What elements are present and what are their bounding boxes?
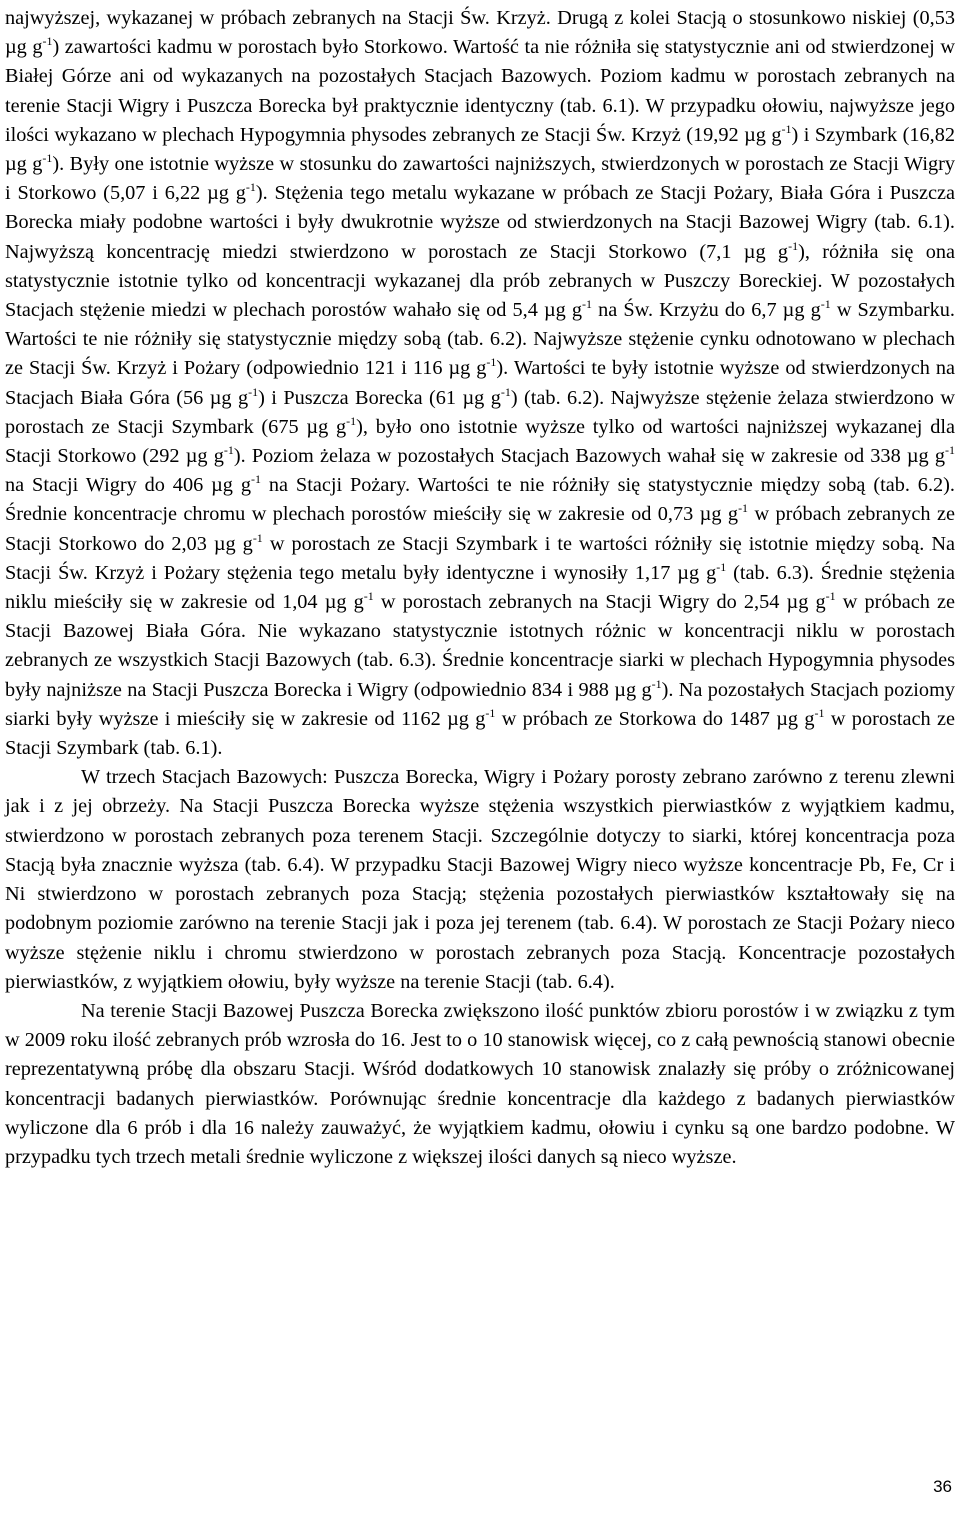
text-run: ), różniła się ona statystycznie istotnie tylko od koncentracji wykazanej dla prób zebranych w Puszczy Boreckiej. W pozostałych Stacjach stężenie miedzi w plechach porostów wahało się od 5,4 µg g [5,240,955,322]
superscript: -1 [716,559,727,574]
superscript: -1 [738,501,749,516]
text-run: na Św. Krzyżu do 6,7 µg g [592,299,821,322]
superscript: -1 [825,589,836,604]
superscript: -1 [245,180,256,195]
paragraph [5,763,955,997]
superscript: -1 [814,705,825,720]
document-body [5,4,955,1172]
superscript: -1 [486,355,497,370]
superscript: -1 [363,589,374,604]
text-run: w porostach ze Stacji Szymbark (tab. 6.1). [5,707,955,760]
superscript: -1 [346,413,357,428]
text-run: ). Poziom żelaza w pozostałych Stacjach Bazowych wahał się w zakresie od 338 µg g [233,445,945,468]
superscript: -1 [500,384,511,399]
text-run: najwyższej, wykazanej w próbach zebranych na Stacji Św. Krzyż. Drugą z kolei Stacją o stosunkowo niskiej (0,53 µg g [5,7,955,59]
text-run: ). Stężenia tego metalu wykazane w próbach ze Stacji Pożary, Biała Góra i Puszcza Borecka miały podobne wartości i były dwukrotnie wyższe od stwierdzonych na Stacji Bazowej Wigry (tab. 6.1). Najwyższą koncentrację miedzi stwierdzono w porostach ze Stacji Storkowo (7,1 µg g [5,182,955,263]
text-run: w próbach ze Stacji Bazowej Biała Góra. Nie wykazano statystycznie istotnych różnic w koncentracji niklu w porostach zebranych ze wszystkich Stacji Bazowych (tab. 6.3). Średnie koncentracje siarki w plechach Hypogymnia physodes były najniższe na Stacji Puszcza Borecka i Wigry (odpowiednio 834 i 988 µg g [5,591,955,701]
text-run: ). Na pozostałych Stacjach poziomy siarki były wyższe i mieściły się w zakresie od 1162 µg g [5,678,955,730]
superscript: -1 [781,121,792,136]
superscript: -1 [42,34,53,49]
paragraph [5,997,955,1172]
text-run: ) i Puszcza Borecka (61 µg g [258,386,501,409]
text-run: (tab. 6.3). Średnie stężenia niklu mieściły się w zakresie od 1,04 µg g [5,561,955,614]
superscript: -1 [252,530,263,545]
superscript: -1 [250,472,261,487]
text-run: w porostach zebranych na Stacji Wigry do 2,54 µg g [373,591,826,614]
text-run: ) i Szymbark (16,82 µg g [5,123,955,176]
page-number: 36 [933,1477,952,1496]
text-run: w porostach ze Stacji Szymbark i te wartości różniły się istotnie między sobą. Na Stacji Św. Krzyż i Pożary stężenia tego metalu były identyczne i wynosiły 1,17 µg g [5,532,955,584]
superscript: -1 [42,151,53,166]
superscript: -1 [582,297,593,312]
superscript: -1 [485,705,496,720]
text-run: ). Były one istotnie wyższe w stosunku do zawartości najniższych, stwierdzonych w porostach ze Stacji Wigry i Storkowo (5,07 i 6,22 µg g [5,153,955,205]
text-run: ). Wartości te były istotnie wyższe od stwierdzonych na Stacjach Biała Góra (56 µg g [5,357,955,409]
text-run: ) zawartości kadmu w porostach było Storkowo. Wartość ta nie różniła się statystycznie ani od stwierdzonej w Białej Górze ani od wykazanych na pozostałych Stacjach Bazowych. Poziom kadmu w porostach zebranych na terenie Stacji Wigry i Puszcza Borecka był praktycznie identyczny (tab. 6.1). W przypadku ołowiu, najwyższe jego ilości wykazano w plechach Hypogymnia physodes zebranych ze Stacji Św. Krzyż (19,92 µg g [5,36,955,146]
paragraph [5,4,955,763]
text-run: ) (tab. 6.2). Najwyższe stężenie żelaza stwierdzono w porostach ze Stacji Szymbark (675 µg g [5,386,955,438]
superscript: -1 [788,238,799,253]
text-run: na Stacji Pożary. Wartości te nie różniły się statystycznie między sobą (tab. 6.2). Średnie koncentracje chromu w plechach porostów mieściły się w zakresie od 0,73 µg g [5,474,955,526]
superscript: -1 [248,384,259,399]
text-run: w Szymbarku. Wartości te nie różniły się statystycznie między sobą (tab. 6.2). Najwyższe stężenie cynku odnotowano w plechach ze Stacji Św. Krzyż i Pożary (odpowiednio 121 i 116 µg g [5,299,955,380]
superscript: -1 [820,297,831,312]
text-run: na Stacji Wigry do 406 µg g [5,474,251,497]
superscript: -1 [651,676,662,691]
text-run: w próbach zebranych ze Stacji Storkowo do 2,03 µg g [5,503,955,555]
text-run: W trzech Stacjach Bazowych: Puszcza Borecka, Wigry i Pożary porosty zebrano zarówno z terenu zlewni jak i z jej obrzeży. Na Stacji Puszcza Borecka wyższe stężenia wszystkich pierwiastków z wyjątkiem kadmu, stwierdzono w porostach zebranych poza terenem Stacji. Szczególnie dotyczy to siarki, której koncentracja poza Stacją była znacznie wyższa (tab. 6.4). W przypadku Stacji Bazowej Wigry nieco wyższe koncentracje Pb, Fe, Cr i Ni stwierdzono w porostach zebranych poza Stacją; stężenia pozostałych pierwiastków kształtowały się na podobnym poziomie zarówno na terenie Stacji jak i poza jej terenem (tab. 6.4). W porostach ze Stacji Pożary nieco wyższe stężenie niklu i chromu stwierdzono w porostach zebranych poza Stacją. Koncentracje pozostałych pierwiastków, z wyjątkiem ołowiu, były wyższe na terenie Stacji (tab. 6.4). [5,766,955,993]
superscript: -1 [223,443,234,458]
text-run: ), było ono istotnie wyższe tylko od wartości najniższej wykazanej dla Stacji Storkowo (292 µg g [5,415,955,468]
text-run: Na terenie Stacji Bazowej Puszcza Borecka zwiększono ilość punktów zbioru porostów i w związku z tym w 2009 roku ilość zebranych prób wzrosła do 16. Jest to o 10 stanowisk więcej, co z całą pewnością stanowi obecnie reprezentatywną próbę dla obszaru Stacji. Wśród dodatkowych 10 stanowisk znalazły się próby o zróżnicowanej koncentracji badanych pierwiastków. Porównując średnie koncentracje dla każdego z badanych pierwiastków wyliczone dla 6 prób i dla 16 należy zauważyć, że wyjątkiem kadmu, ołowiu i cynku są one bardzo podobne. W przypadku tych trzech metali średnie wyliczone z większej ilości danych są nieco wyższe. [5,999,955,1168]
text-run: w próbach ze Storkowa do 1487 µg g [495,707,815,730]
superscript: -1 [945,443,955,458]
